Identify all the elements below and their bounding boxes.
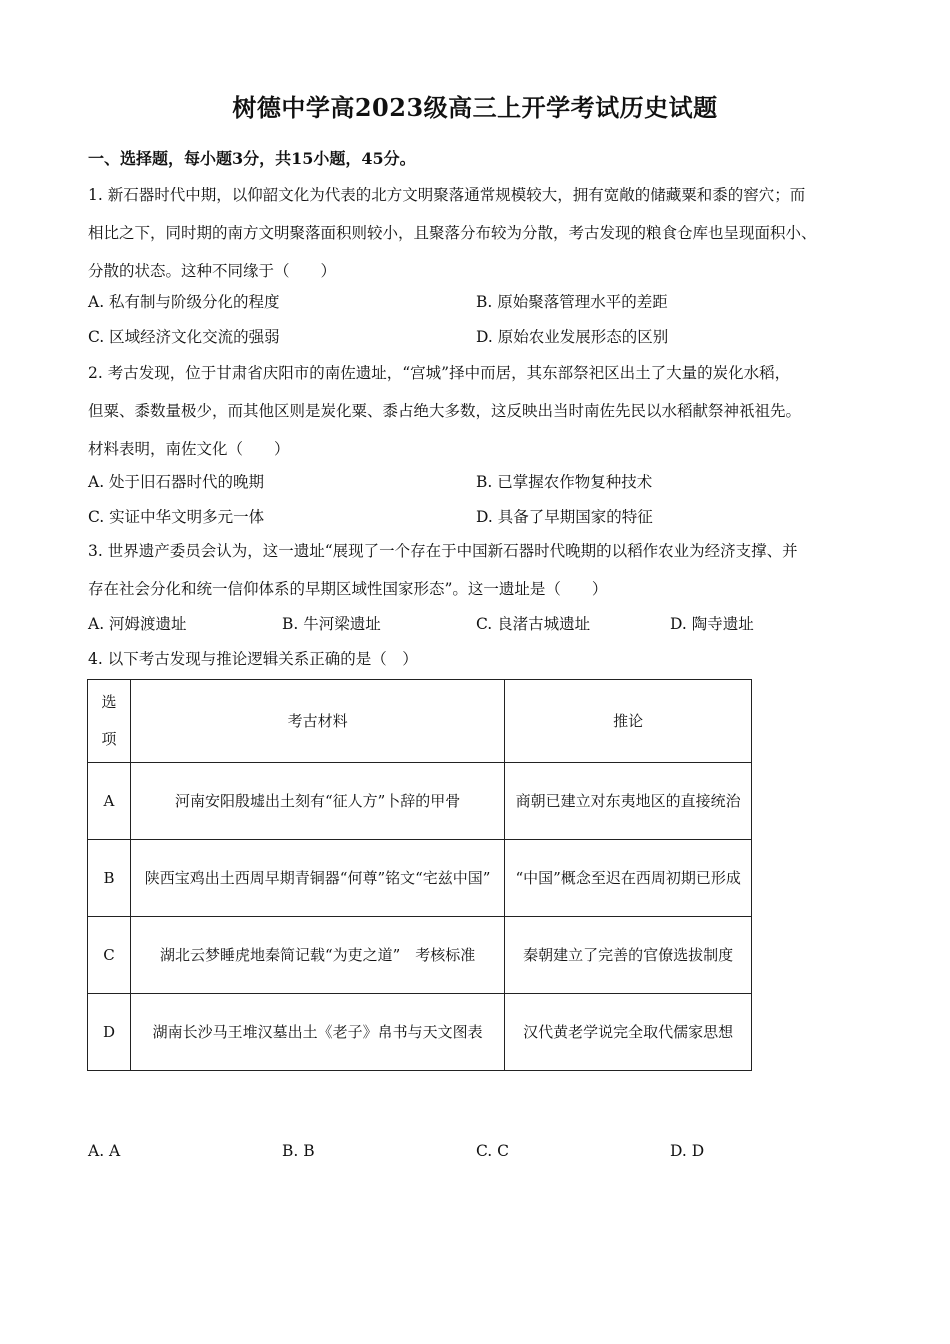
table-row [88, 917, 752, 994]
header-option-label: 选项 [101, 693, 117, 748]
q1-option-b[interactable]: B. 原始聚落管理水平的差距 [476, 293, 668, 311]
question-1-stem [88, 176, 868, 290]
row-option: A [88, 763, 131, 840]
q4-option-d[interactable]: D. D [670, 1142, 705, 1160]
table-header-row [88, 680, 752, 763]
row-inference: 汉代黄老学说完全取代儒家思想 [505, 994, 752, 1071]
question-2-stem [88, 354, 868, 468]
row-option: B [88, 840, 131, 917]
header-inference: 推论 [505, 680, 752, 763]
q1-option-d[interactable]: D. 原始农业发展形态的区别 [476, 328, 669, 346]
table-row [88, 994, 752, 1071]
q4-option-c[interactable]: C. C [476, 1142, 510, 1160]
row-inference: “中国”概念至迟在西周初期已形成 [505, 840, 752, 917]
table-row [88, 840, 752, 917]
row-material: 陕西宝鸡出土西周早期青铜器“何尊”铭文“宅兹中国” [130, 840, 504, 917]
question-3-stem [88, 532, 868, 608]
question-line: 2. 考古发现，位于甘肃省庆阳市的南佐遗址，“宫城”择中而居，其东部祭祀区出土了大量的炭化水稻， [88, 364, 791, 382]
q3-option-a[interactable]: A. 河姆渡遗址 [88, 615, 187, 633]
question-line: 存在社会分化和统一信仰体系的早期区域性国家形态”。这一遗址是（ ） [88, 580, 608, 598]
row-material: 湖北云梦睡虎地秦简记载“为吏之道” 考核标准 [130, 917, 504, 994]
row-inference: 秦朝建立了完善的官僚选拔制度 [505, 917, 752, 994]
question-line: 相比之下，同时期的南方文明聚落面积则较小，且聚落分布较为分散，考古发现的粮食仓库也呈现面积小、 [88, 224, 817, 242]
header-material: 考古材料 [130, 680, 504, 763]
section-heading: 一、选择题，每小题3分，共15小题，45分。 [88, 149, 416, 168]
question-line: 但粟、黍数量极少，而其他区则是炭化粟、黍占绝大多数，这反映出当时南佐先民以水稻献祭神祇祖先。 [88, 402, 802, 420]
q4-table [87, 679, 752, 1071]
question-4-stem: 4. 以下考古发现与推论逻辑关系正确的是（ ） [88, 650, 418, 668]
row-option: C [88, 917, 131, 994]
q2-option-d[interactable]: D. 具备了早期国家的特征 [476, 508, 653, 526]
question-line: 3. 世界遗产委员会认为，这一遗址“展现了一个存在于中国新石器时代晚期的以稻作农业为经济支撑、并 [88, 542, 798, 560]
header-option [88, 680, 131, 763]
q1-option-a[interactable]: A. 私有制与阶级分化的程度 [88, 293, 280, 311]
row-inference: 商朝已建立对东夷地区的直接统治 [505, 763, 752, 840]
q2-option-a[interactable]: A. 处于旧石器时代的晚期 [88, 473, 265, 491]
q4-option-a[interactable]: A. A [88, 1142, 121, 1160]
q1-option-c[interactable]: C. 区域经济文化交流的强弱 [88, 328, 280, 346]
exam-title: 树德中学高2023级高三上开学考试历史试题 [232, 93, 718, 122]
row-material: 河南安阳殷墟出土刻有“征人方”卜辞的甲骨 [130, 763, 504, 840]
row-option: D [88, 994, 131, 1071]
q4-option-b[interactable]: B. B [282, 1142, 315, 1160]
q3-option-c[interactable]: C. 良渚古城遗址 [476, 615, 591, 633]
table-row [88, 763, 752, 840]
row-material: 湖南长沙马王堆汉墓出土《老子》帛书与天文图表 [130, 994, 504, 1071]
q3-option-b[interactable]: B. 牛河梁遗址 [282, 615, 381, 633]
question-line: 分散的状态。这种不同缘于（ ） [88, 262, 337, 280]
q3-option-d[interactable]: D. 陶寺遗址 [670, 615, 754, 633]
question-line: 1. 新石器时代中期，以仰韶文化为代表的北方文明聚落通常规模较大，拥有宽敞的储藏粟和黍的窖穴；而 [88, 186, 806, 204]
q2-option-c[interactable]: C. 实证中华文明多元一体 [88, 508, 265, 526]
q2-option-b[interactable]: B. 已掌握农作物复种技术 [476, 473, 653, 491]
question-line: 材料表明，南佐文化（ ） [88, 440, 290, 458]
